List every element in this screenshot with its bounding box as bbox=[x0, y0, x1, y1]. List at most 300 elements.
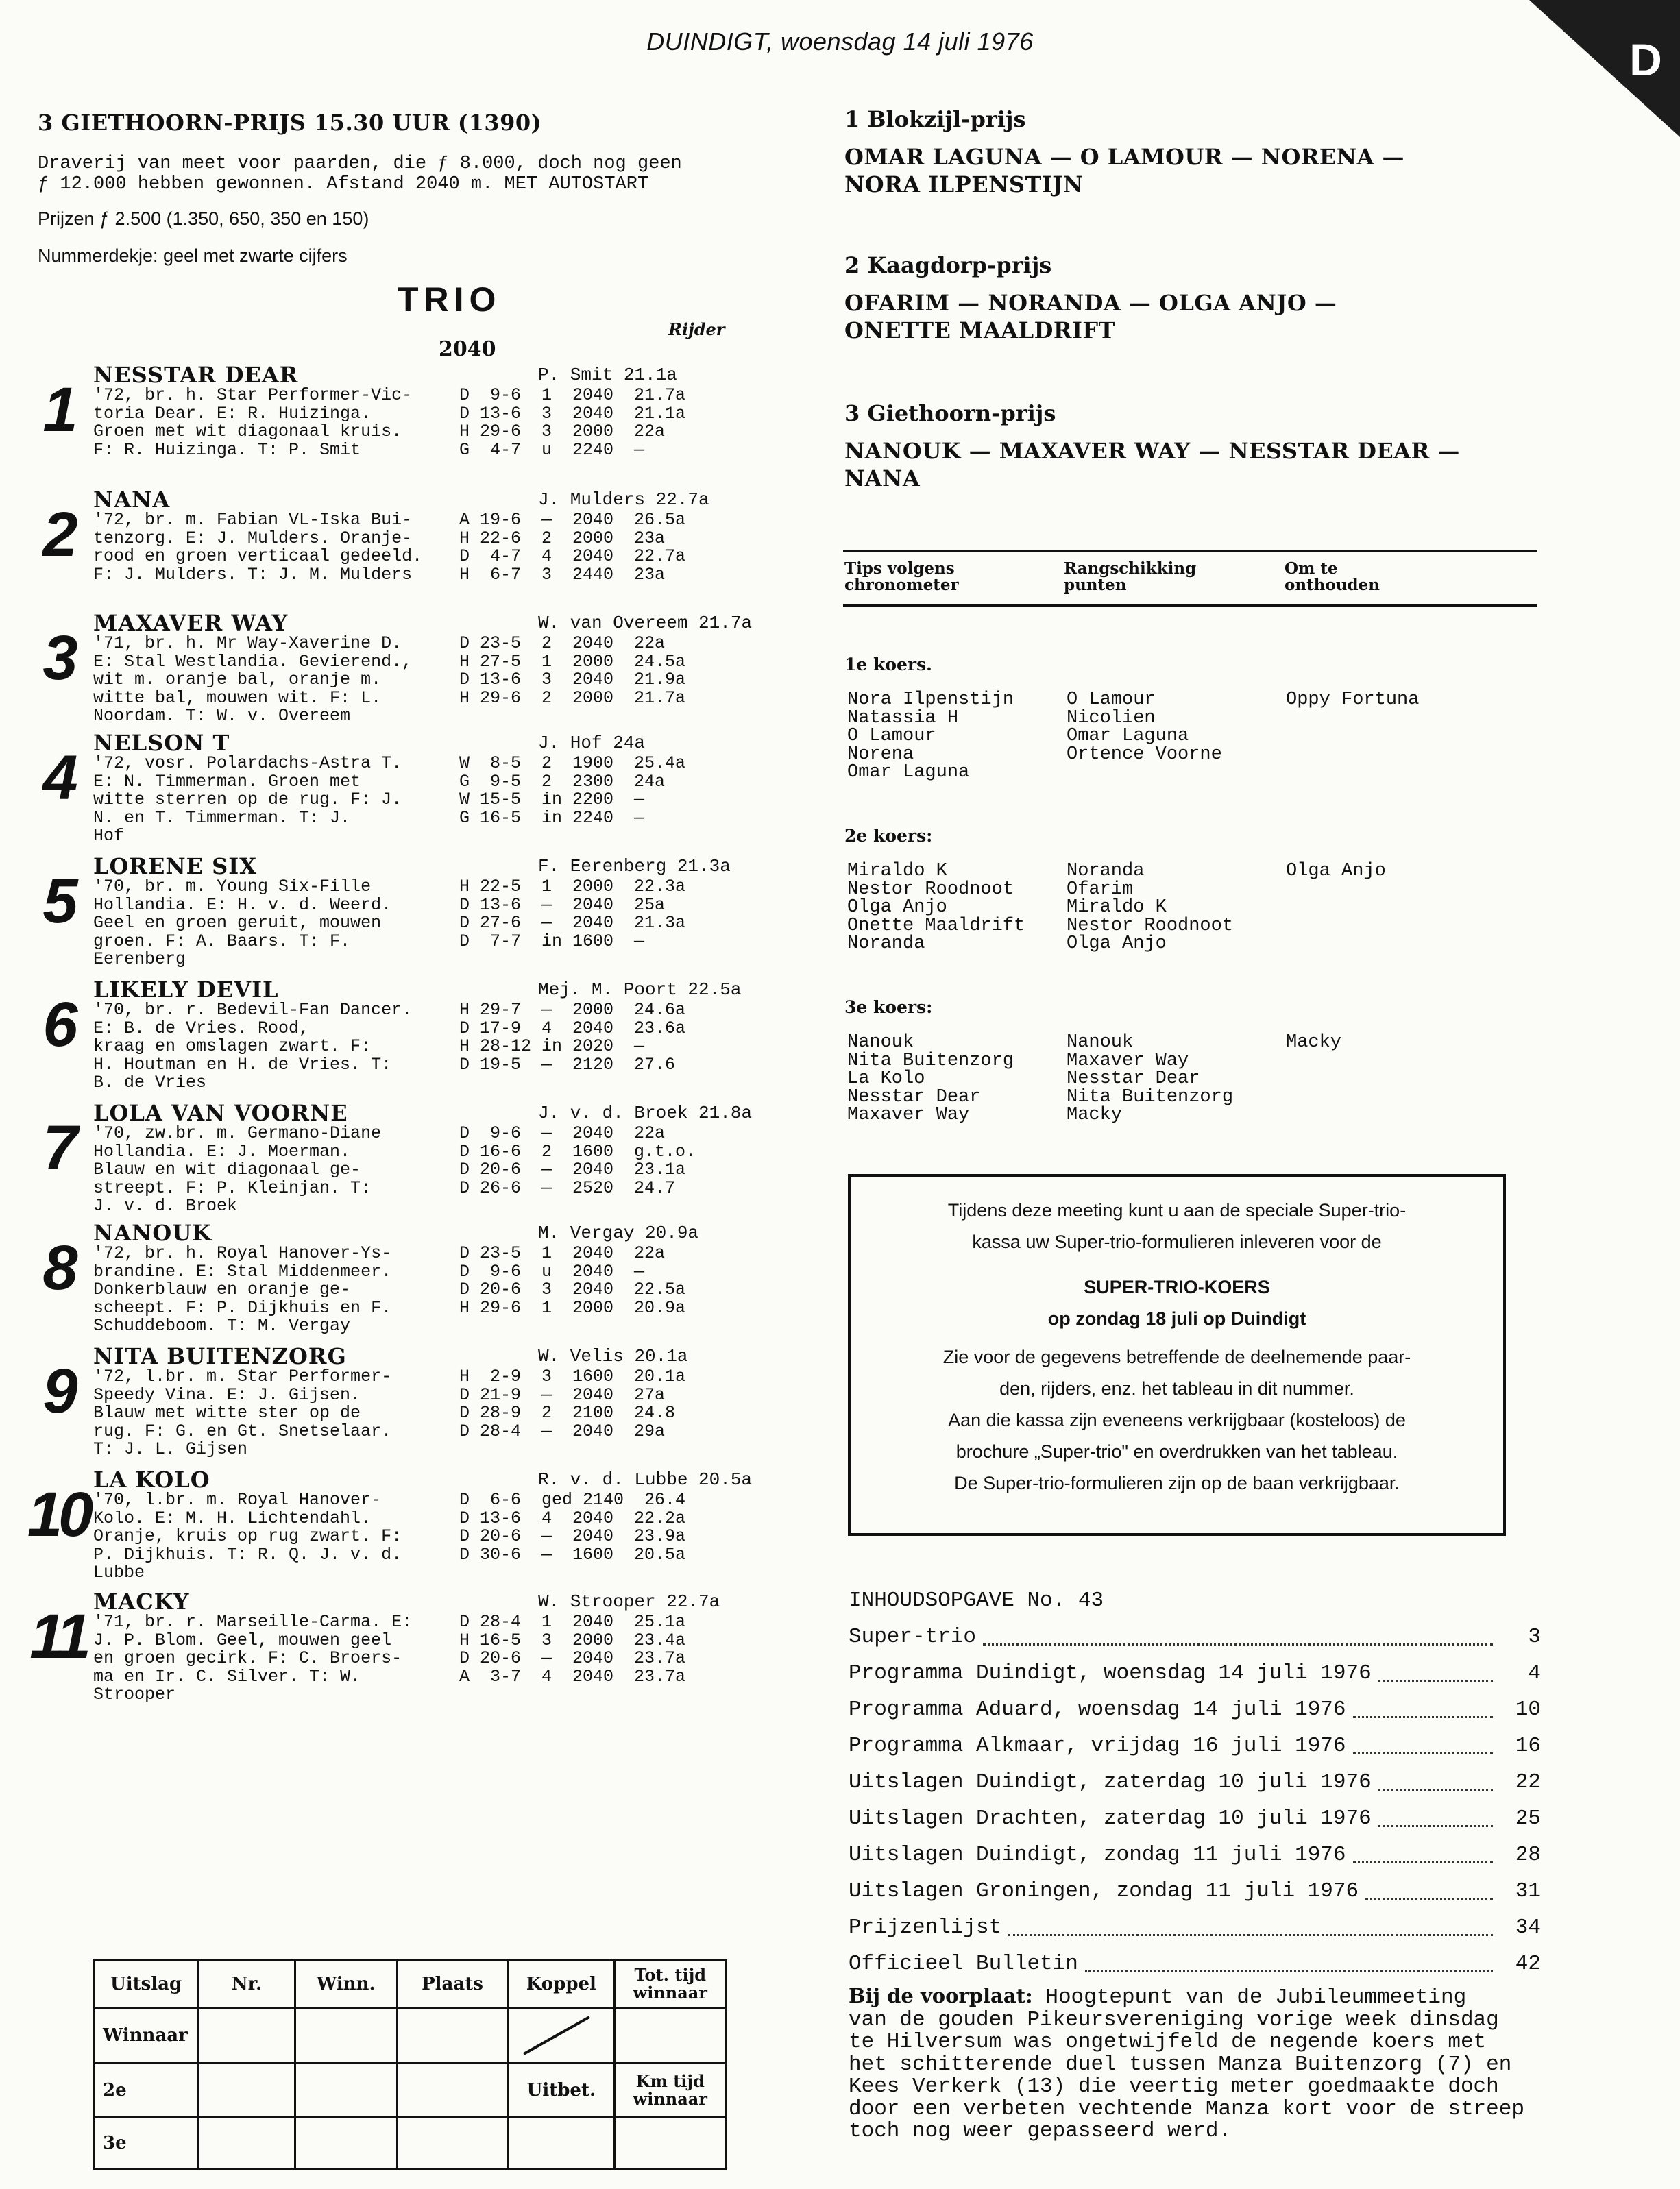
tip-horse: Nesstar Dear bbox=[1067, 1068, 1200, 1089]
km-tijd-label: Km tijd winnaar bbox=[615, 2063, 726, 2118]
cover-note-line: door een verbeten vechtende Manza kort voor de streep bbox=[849, 2096, 1524, 2121]
tip-horse: Noranda bbox=[847, 933, 925, 954]
horse-name: NITA BUITENZORG bbox=[93, 1343, 347, 1369]
toc-item-label: Prijzenlijst bbox=[849, 1916, 1002, 1940]
horse-description-line: '72, vosr. Polardachs-Astra T. bbox=[93, 755, 402, 773]
result-header: Koppel bbox=[508, 1960, 615, 2008]
toc-item-label: Super-trio bbox=[849, 1625, 977, 1649]
tip-horse: Noranda bbox=[1067, 861, 1145, 881]
toc-item-page: 42 bbox=[1515, 1952, 1541, 1976]
horse-form-line: D 20-6 — 2040 23.9a bbox=[459, 1526, 686, 1546]
tips-header-punten: Rangschikking punten bbox=[1064, 559, 1197, 594]
toc-item-page: 4 bbox=[1528, 1661, 1541, 1685]
horse-form-line: D 13-6 — 2040 25a bbox=[459, 894, 666, 915]
horse-form-line: D 6-6 ged 2140 26.4 bbox=[459, 1490, 686, 1510]
horse-entry bbox=[21, 610, 753, 730]
super-trio-notice bbox=[848, 1174, 1506, 1536]
horse-form-line: A 3-7 4 2040 23.7a bbox=[459, 1666, 686, 1687]
cover-note-line: te Hilversum was ongetwijfeld de negende koers met bbox=[849, 2030, 1487, 2054]
horse-rider: J. v. d. Broek 21.8a bbox=[538, 1103, 753, 1123]
result-header: Winn. bbox=[295, 1960, 397, 2008]
tot-tijd-label: Tot. tijd winnaar bbox=[633, 1964, 707, 2003]
horse-form-line: W 15-5 in 2200 — bbox=[459, 790, 645, 809]
toc-item bbox=[849, 1909, 1541, 1946]
horse-description-line: Geel en groen geruit, mouwen bbox=[93, 914, 382, 933]
horse-description-line: B. de Vries bbox=[93, 1074, 207, 1092]
horse-form-line: D 20-6 — 2040 23.7a bbox=[459, 1648, 686, 1668]
race-title: 3 GIETHOORN-PRIJS 15.30 UUR (1390) bbox=[38, 110, 542, 136]
toc-leader-dots bbox=[1353, 1691, 1493, 1718]
tips-race-label: 3e koers: bbox=[844, 997, 933, 1017]
horse-form-line: D 4-7 4 2040 22.7a bbox=[459, 546, 686, 566]
horse-form-line: D 20-6 3 2040 22.5a bbox=[459, 1280, 686, 1299]
tips-column bbox=[1067, 862, 1233, 953]
horse-description bbox=[93, 635, 456, 726]
horse-form-line: H 16-5 3 2000 23.4a bbox=[459, 1630, 686, 1650]
horse-name: NANA bbox=[93, 487, 171, 513]
horse-rider: W. van Overeem 21.7a bbox=[538, 613, 753, 633]
toc-item-page: 3 bbox=[1528, 1625, 1541, 1649]
horse-form-line: G 16-5 in 2240 — bbox=[459, 807, 645, 828]
toc-title: INHOUDSOPGAVE No. 43 bbox=[849, 1589, 1104, 1613]
prediction-title: 3 Giethoorn-prijs bbox=[844, 400, 1056, 426]
toc-item bbox=[849, 1873, 1541, 1909]
toc-item bbox=[849, 1837, 1541, 1873]
toc-item bbox=[849, 1691, 1541, 1728]
horse-name: NELSON T bbox=[93, 730, 230, 756]
horse-description-line: Hollandia. E: H. v. d. Weerd. bbox=[93, 896, 392, 914]
horse-entry bbox=[21, 1589, 747, 1709]
horse-description-line: Speedy Vina. E: J. Gijsen. bbox=[93, 1386, 361, 1404]
toc-leader-dots bbox=[1353, 1837, 1493, 1863]
prediction-line: OFARIM — NORANDA — OLGA ANJO — bbox=[844, 290, 1337, 316]
horse-description-line: Eerenberg bbox=[93, 951, 186, 969]
tips-race-label: 2e koers: bbox=[844, 826, 933, 846]
horse-entry bbox=[21, 1100, 753, 1220]
horse-name: NANOUK bbox=[93, 1220, 212, 1246]
result-cell bbox=[199, 2118, 295, 2169]
tip-horse: Omar Laguna bbox=[847, 762, 970, 783]
horse-description-line: Donkerblauw en oranje ge- bbox=[93, 1281, 351, 1299]
horse-description-line: streept. F: P. Kleinjan. T: bbox=[93, 1179, 372, 1197]
horse-form bbox=[459, 1245, 685, 1317]
cover-note-line: toch nog weer gepasseerd werd. bbox=[849, 2119, 1232, 2143]
table-of-contents bbox=[849, 1583, 1541, 1982]
horse-form-line: H 29-6 1 2000 20.9a bbox=[459, 1297, 686, 1318]
horse-description-line: '71, br. r. Marseille-Carma. E: bbox=[93, 1613, 413, 1632]
toc-item-page: 28 bbox=[1515, 1843, 1541, 1867]
horse-name: LORENE SIX bbox=[93, 853, 258, 879]
horse-description-line: Hof bbox=[93, 827, 125, 846]
horse-description bbox=[93, 1491, 456, 1582]
cover-note-lead: Bij de voorplaat: bbox=[849, 1984, 1033, 2007]
horse-entry bbox=[21, 1220, 747, 1340]
toc-item-label: Uitslagen Groningen, zondag 11 juli 1976 bbox=[849, 1879, 1359, 1903]
prediction-title: 2 Kaagdorp-prijs bbox=[844, 252, 1052, 278]
tips-column bbox=[1067, 1034, 1233, 1125]
horse-rider: W. Strooper 22.7a bbox=[538, 1591, 720, 1612]
horse-rider: Mej. M. Poort 22.5a bbox=[538, 979, 742, 1000]
toc-item-label: Officieel Bulletin bbox=[849, 1952, 1078, 1976]
tips-column bbox=[847, 862, 1025, 953]
prediction-line: OMAR LAGUNA — O LAMOUR — NORENA — bbox=[844, 144, 1405, 170]
horse-description bbox=[93, 1368, 456, 1459]
horse-form-line: D 27-6 — 2040 21.3a bbox=[459, 913, 686, 933]
tip-horse: Nestor Roodnoot bbox=[847, 879, 1014, 900]
cover-note-line: het schitterende duel tussen Manza Buitenzorg (7) en bbox=[849, 2052, 1512, 2077]
horse-rider: F. Eerenberg 21.3a bbox=[538, 856, 731, 877]
tip-horse: Natassia H bbox=[847, 707, 959, 729]
horse-form-line: D 26-6 — 2520 24.7 bbox=[459, 1177, 676, 1198]
horse-description-line: '72, br. h. Royal Hanover-Ys- bbox=[93, 1245, 392, 1263]
horse-form-line: H 27-5 1 2000 24.5a bbox=[459, 651, 686, 672]
result-header: Plaats bbox=[397, 1960, 507, 2008]
horse-entry bbox=[21, 977, 747, 1097]
horse-number: 3 bbox=[42, 623, 74, 693]
horse-description-line: H. Houtman en H. de Vries. T: bbox=[93, 1055, 392, 1074]
tips-header-chronometer: Tips volgens chronometer bbox=[844, 559, 959, 594]
horse-form-line: D 9-6 u 2040 — bbox=[459, 1261, 645, 1282]
result-cell bbox=[295, 2118, 397, 2169]
toc-item-label: Uitslagen Duindigt, zaterdag 10 juli 1976 bbox=[849, 1770, 1372, 1794]
horse-description-line: groen. F: A. Baars. T: F. bbox=[93, 932, 351, 951]
horse-form bbox=[459, 511, 685, 584]
horse-form-line: G 9-5 2 2300 24a bbox=[459, 771, 666, 792]
horse-form-line: D 28-9 2 2100 24.8 bbox=[459, 1403, 676, 1423]
toc-leader-dots bbox=[1008, 1909, 1493, 1936]
toc-item-page: 34 bbox=[1515, 1916, 1541, 1940]
cover-note-line: van de gouden Pikeursvereniging vorige week dinsdag bbox=[849, 2007, 1499, 2032]
horse-description bbox=[93, 1245, 456, 1336]
horse-name: MACKY bbox=[93, 1589, 190, 1615]
result-cell bbox=[397, 2063, 507, 2118]
tip-horse: Maxaver Way bbox=[847, 1105, 970, 1125]
toc-item-page: 31 bbox=[1515, 1879, 1541, 1903]
race-distance: 2040 bbox=[439, 337, 496, 361]
tip-horse: Omar Laguna bbox=[1067, 726, 1189, 746]
toc-item-page: 25 bbox=[1515, 1807, 1541, 1831]
horse-description bbox=[93, 755, 456, 846]
horse-description-line: '70, zw.br. m. Germano-Diane bbox=[93, 1125, 382, 1143]
horse-description bbox=[93, 878, 456, 969]
horse-description-line: witte sterren op de rug. F: J. bbox=[93, 791, 402, 809]
prediction-2 bbox=[844, 252, 1530, 344]
tip-horse: La Kolo bbox=[847, 1068, 925, 1089]
horse-form-line: W 8-5 2 1900 25.4a bbox=[459, 753, 686, 773]
horse-description-line: brandine. E: Stal Middenmeer. bbox=[93, 1262, 392, 1281]
toc-leader-dots bbox=[1378, 1764, 1493, 1791]
toc-item-page: 16 bbox=[1515, 1734, 1541, 1758]
horse-description-line: Hollandia. E: J. Moerman. bbox=[93, 1142, 351, 1161]
horse-description-line: en groen gecirk. F: C. Broers- bbox=[93, 1650, 402, 1668]
horse-form-line: D 30-6 — 1600 20.5a bbox=[459, 1544, 686, 1565]
horse-form-line: D 16-6 2 1600 g.t.o. bbox=[459, 1141, 696, 1162]
tip-horse: Miraldo K bbox=[847, 861, 947, 881]
horse-form-line: D 28-4 1 2040 25.1a bbox=[459, 1612, 686, 1632]
cover-note-line: Kees Verkerk (13) die veertig meter goedmaakte doch bbox=[849, 2075, 1499, 2099]
horse-form-line: H 2-9 3 1600 20.1a bbox=[459, 1367, 686, 1386]
horse-entry bbox=[21, 362, 747, 482]
result-row-label: 2e bbox=[94, 2063, 199, 2118]
tip-horse: Macky bbox=[1067, 1105, 1123, 1125]
tips-header-onthouden: Om te onthouden bbox=[1285, 559, 1380, 594]
toc-item-label: Programma Alkmaar, vrijdag 16 juli 1976 bbox=[849, 1734, 1346, 1758]
horse-entry bbox=[21, 1343, 747, 1463]
horse-description-line: F: R. Huizinga. T: P. Smit bbox=[93, 441, 361, 459]
horse-description-line: kraag en omslagen zwart. F: bbox=[93, 1038, 372, 1056]
toc-item bbox=[849, 1655, 1541, 1691]
horse-description-line: J. v. d. Broek bbox=[93, 1197, 238, 1216]
horse-form-line: D 9-6 — 2040 22a bbox=[459, 1123, 666, 1143]
prediction-line: NANOUK — MAXAVER WAY — NESSTAR DEAR — bbox=[844, 438, 1460, 464]
notice-line: kassa uw Super-trio-formulieren inleveren voor de bbox=[972, 1232, 1382, 1252]
tips-race-label: 1e koers. bbox=[844, 655, 932, 674]
prediction-line: NORA ILPENSTIJN bbox=[844, 171, 1084, 197]
horse-rider: J. Hof 24a bbox=[538, 733, 646, 753]
result-cell bbox=[397, 2008, 507, 2063]
result-cell bbox=[508, 2118, 615, 2169]
tips-column bbox=[1067, 691, 1222, 763]
horse-description-line: E: Stal Westlandia. Gevierend., bbox=[93, 652, 413, 671]
tip-horse: Onette Maaldrift bbox=[847, 915, 1025, 936]
horse-number: 1 bbox=[42, 375, 74, 445]
horse-description-line: Lubbe bbox=[93, 1564, 145, 1582]
result-cell bbox=[397, 2118, 507, 2169]
result-cell bbox=[295, 2008, 397, 2063]
horse-name: LA KOLO bbox=[93, 1467, 210, 1493]
horse-description-line: Oranje, kruis op rug zwart. F: bbox=[93, 1528, 402, 1546]
race-conditions-line: ƒ 12.000 hebben gewonnen. Afstand 2040 m. MET AUTOSTART bbox=[38, 174, 649, 195]
horse-form bbox=[459, 387, 685, 459]
result-table bbox=[93, 1959, 727, 2170]
toc-items bbox=[849, 1619, 1541, 1982]
tips-top-rule bbox=[843, 550, 1537, 552]
tip-horse: Nesstar Dear bbox=[847, 1086, 981, 1108]
result-cell bbox=[199, 2008, 295, 2063]
notice-line: den, rijders, enz. het tableau in dit nummer. bbox=[999, 1378, 1354, 1399]
horse-rider: R. v. d. Lubbe 20.5a bbox=[538, 1469, 753, 1490]
tip-horse: Oppy Fortuna bbox=[1286, 689, 1420, 710]
notice-line: brochure „Super-trio" en overdrukken van het tableau. bbox=[955, 1441, 1398, 1462]
toc-leader-dots bbox=[983, 1619, 1493, 1646]
toc-leader-dots bbox=[1378, 1800, 1493, 1827]
horse-description-line: '70, br. m. Young Six-Fille bbox=[93, 878, 372, 896]
horse-description bbox=[93, 1001, 456, 1092]
result-cell bbox=[199, 2063, 295, 2118]
toc-leader-dots bbox=[1365, 1873, 1493, 1900]
toc-item-label: Programma Aduard, woensdag 14 juli 1976 bbox=[849, 1698, 1346, 1722]
toc-leader-dots bbox=[1085, 1946, 1493, 1972]
section-letter: D bbox=[1629, 34, 1662, 85]
toc-item-label: Programma Duindigt, woensdag 14 juli 1976 bbox=[849, 1661, 1372, 1685]
tip-horse: Olga Anjo bbox=[847, 897, 947, 918]
horse-form bbox=[459, 1368, 685, 1441]
horse-description-line: E: N. Timmerman. Groen met bbox=[93, 772, 361, 791]
horse-description-line: rood en groen verticaal gedeeld. bbox=[93, 548, 423, 566]
horse-form-line: H 22-5 1 2000 22.3a bbox=[459, 877, 686, 896]
horse-rider: W. Velis 20.1a bbox=[538, 1346, 688, 1367]
horse-rider: P. Smit 21.1a bbox=[538, 365, 677, 385]
toc-item bbox=[849, 1728, 1541, 1764]
horse-description-line: P. Dijkhuis. T: R. Q. J. v. d. bbox=[93, 1545, 402, 1564]
horse-form-line: H 29-7 — 2000 24.6a bbox=[459, 1000, 686, 1020]
tips-column bbox=[1286, 1034, 1341, 1052]
horse-description-line: '72, br. m. Fabian VL-Iska Bui- bbox=[93, 511, 413, 530]
horse-form bbox=[459, 635, 685, 707]
tip-horse: Ortence Voorne bbox=[1067, 744, 1222, 765]
result-header: Uitslag bbox=[94, 1960, 199, 2008]
tips-column bbox=[1286, 862, 1386, 881]
horse-rider: M. Vergay 20.9a bbox=[538, 1223, 699, 1243]
tip-horse: Nita Buitenzorg bbox=[1067, 1086, 1234, 1108]
koppel-slash bbox=[509, 2009, 605, 2061]
horse-form bbox=[459, 1491, 685, 1564]
horse-entry bbox=[21, 487, 747, 607]
horse-description bbox=[93, 387, 456, 459]
notice-date: op zondag 18 juli op Duindigt bbox=[1047, 1308, 1306, 1329]
horse-description-line: '70, l.br. m. Royal Hanover- bbox=[93, 1491, 382, 1510]
cover-note-first: Hoogtepunt van de Jubileummeeting bbox=[1032, 1985, 1467, 2009]
horse-description-line: wit m. oranje bal, oranje m. bbox=[93, 671, 382, 689]
horse-form-line: D 21-9 — 2040 27a bbox=[459, 1384, 666, 1405]
race-conditions-line: Draverij van meet voor paarden, die ƒ 8.000, doch nog geen bbox=[38, 154, 682, 174]
tip-horse: Olga Anjo bbox=[1286, 861, 1386, 881]
result-row-label: 3e bbox=[94, 2118, 199, 2169]
horse-rider: J. Mulders 22.7a bbox=[538, 489, 709, 510]
toc-item bbox=[849, 1800, 1541, 1837]
horse-description-line: F: J. Mulders. T: J. M. Mulders bbox=[93, 565, 413, 584]
horse-form-line: D 7-7 in 1600 — bbox=[459, 931, 645, 951]
horse-form-line: H 28-12 in 2020 — bbox=[459, 1036, 645, 1056]
horse-description-line: ma en Ir. C. Silver. T: W. bbox=[93, 1667, 361, 1686]
horse-description-line: scheept. F: P. Dijkhuis en F. bbox=[93, 1299, 392, 1317]
horse-description-line: Schuddeboom. T: M. Vergay bbox=[93, 1317, 351, 1336]
horse-number: 9 bbox=[42, 1356, 74, 1426]
horse-description bbox=[93, 511, 456, 584]
horse-form-line: H 29-6 2 2000 21.7a bbox=[459, 687, 686, 708]
horse-form-line: D 17-9 4 2040 23.6a bbox=[459, 1018, 686, 1038]
result-row-label: Winnaar bbox=[94, 2008, 199, 2063]
horse-number: 7 bbox=[42, 1113, 74, 1183]
cover-note bbox=[849, 1985, 1548, 2143]
tip-horse: O Lamour bbox=[847, 726, 936, 746]
horse-description-line: rug. F: G. en Gt. Snetselaar. bbox=[93, 1422, 392, 1441]
result-cell bbox=[615, 2118, 726, 2169]
tip-horse: Norena bbox=[847, 744, 914, 765]
cover-note-lines bbox=[849, 2009, 1548, 2143]
horse-form-line: H 29-6 3 2000 22a bbox=[459, 421, 666, 441]
result-header: Nr. bbox=[199, 1960, 295, 2008]
toc-item bbox=[849, 1764, 1541, 1800]
rijder-label: Rijder bbox=[668, 319, 725, 339]
horse-form-line: D 13-6 3 2040 21.1a bbox=[459, 403, 686, 424]
koppel-cell bbox=[508, 2008, 615, 2063]
horse-form-line: G 4-7 u 2240 — bbox=[459, 439, 645, 460]
prediction-line: ONETTE MAALDRIFT bbox=[844, 317, 1115, 343]
notice-line: Tijdens deze meeting kunt u aan de speciale Super-trio- bbox=[947, 1200, 1407, 1221]
horse-description-line: T: J. L. Gijsen bbox=[93, 1441, 248, 1459]
horse-description-line: '71, br. h. Mr Way-Xaverine D. bbox=[93, 635, 402, 653]
horse-entry bbox=[21, 853, 747, 973]
horse-form-line: D 13-6 3 2040 21.9a bbox=[459, 670, 686, 689]
toc-item-page: 10 bbox=[1515, 1698, 1541, 1722]
tip-horse: Olga Anjo bbox=[1067, 933, 1167, 954]
horse-number: 8 bbox=[42, 1233, 74, 1303]
horse-form-line: H 6-7 3 2440 23a bbox=[459, 564, 666, 585]
horse-form bbox=[459, 755, 685, 827]
horse-form bbox=[459, 1613, 685, 1686]
uitbet-label: Uitbet. bbox=[508, 2063, 615, 2118]
horse-form-line: H 22-6 2 2000 23a bbox=[459, 528, 666, 548]
horse-form-line: D 20-6 — 2040 23.1a bbox=[459, 1160, 686, 1179]
notice-line: De Super-trio-formulieren zijn op de baan verkrijgbaar. bbox=[954, 1473, 1400, 1493]
tip-horse: O Lamour bbox=[1067, 689, 1156, 710]
horse-description-line: toria Dear. E: R. Huizinga. bbox=[93, 404, 372, 423]
tip-horse: Maxaver Way bbox=[1067, 1050, 1189, 1071]
horse-description-line: tenzorg. E: J. Mulders. Oranje- bbox=[93, 529, 413, 548]
horse-form-line: D 19-5 — 2120 27.6 bbox=[459, 1054, 676, 1075]
toc-leader-dots bbox=[1378, 1655, 1493, 1682]
notice-line: Zie voor de gegevens betreffende de deelnemende paar- bbox=[942, 1347, 1411, 1367]
horse-description-line: '72, l.br. m. Star Performer- bbox=[93, 1368, 392, 1386]
horse-description-line: N. en T. Timmerman. T: J. bbox=[93, 809, 351, 827]
tips-column bbox=[847, 691, 1014, 782]
horse-form-line: D 13-6 4 2040 22.2a bbox=[459, 1508, 686, 1528]
horse-description-line: Noordam. T: W. v. Overeem bbox=[93, 707, 351, 726]
tips-bottom-rule bbox=[843, 604, 1537, 607]
result-cell bbox=[615, 2008, 726, 2063]
horse-description-line: Blauw met witte ster op de bbox=[93, 1404, 361, 1423]
tips-column bbox=[847, 1034, 1014, 1125]
horse-description-line: witte bal, mouwen wit. F: L. bbox=[93, 689, 382, 707]
result-cell bbox=[295, 2063, 397, 2118]
horse-form-line: D 28-4 — 2040 29a bbox=[459, 1421, 666, 1441]
horse-description-line: '72, br. h. Star Performer-Vic- bbox=[93, 387, 413, 405]
horse-form-line: D 9-6 1 2040 21.7a bbox=[459, 385, 686, 405]
horse-form-line: D 23-5 2 2040 22a bbox=[459, 633, 666, 653]
prediction-3 bbox=[844, 400, 1530, 492]
horse-description-line: Kolo. E: M. H. Lichtendahl. bbox=[93, 1509, 372, 1528]
toc-item-label: Uitslagen Duindigt, zondag 11 juli 1976 bbox=[849, 1843, 1346, 1867]
horse-description-line: Blauw en wit diagonaal ge- bbox=[93, 1161, 361, 1179]
horse-number: 4 bbox=[42, 743, 74, 813]
toc-leader-dots bbox=[1353, 1728, 1493, 1754]
tip-horse: Macky bbox=[1286, 1032, 1342, 1053]
horse-description bbox=[93, 1613, 456, 1704]
horse-number: 10 bbox=[27, 1480, 90, 1550]
horse-entry bbox=[21, 1467, 753, 1587]
toc-item-page: 22 bbox=[1515, 1770, 1541, 1794]
race-prizes: Prijzen ƒ 2.500 (1.350, 650, 350 en 150) bbox=[38, 208, 369, 229]
notice-line: Aan die kassa zijn eveneens verkrijgbaar (kosteloos) de bbox=[948, 1410, 1406, 1430]
numbers-note: Nummerdekje: geel met zwarte cijfers bbox=[38, 245, 348, 266]
tip-horse: Nestor Roodnoot bbox=[1067, 915, 1234, 936]
horse-description-line: Groen met wit diagonaal kruis. bbox=[93, 423, 402, 441]
horse-name: LOLA VAN VOORNE bbox=[93, 1100, 348, 1126]
prediction-1 bbox=[844, 106, 1530, 198]
horse-number: 2 bbox=[42, 500, 74, 570]
tip-horse: Nora Ilpenstijn bbox=[847, 689, 1014, 710]
tip-horse: Nanouk bbox=[1067, 1032, 1134, 1053]
horse-form bbox=[459, 1125, 696, 1197]
horse-description-line: '70, br. r. Bedevil-Fan Dancer. bbox=[93, 1001, 413, 1020]
horse-form bbox=[459, 878, 685, 951]
tip-horse: Nita Buitenzorg bbox=[847, 1050, 1014, 1071]
notice-title: SUPER-TRIO-KOERS bbox=[1084, 1277, 1270, 1297]
prediction-line: NANA bbox=[844, 465, 921, 491]
toc-item bbox=[849, 1619, 1541, 1655]
result-header bbox=[615, 1960, 726, 2008]
